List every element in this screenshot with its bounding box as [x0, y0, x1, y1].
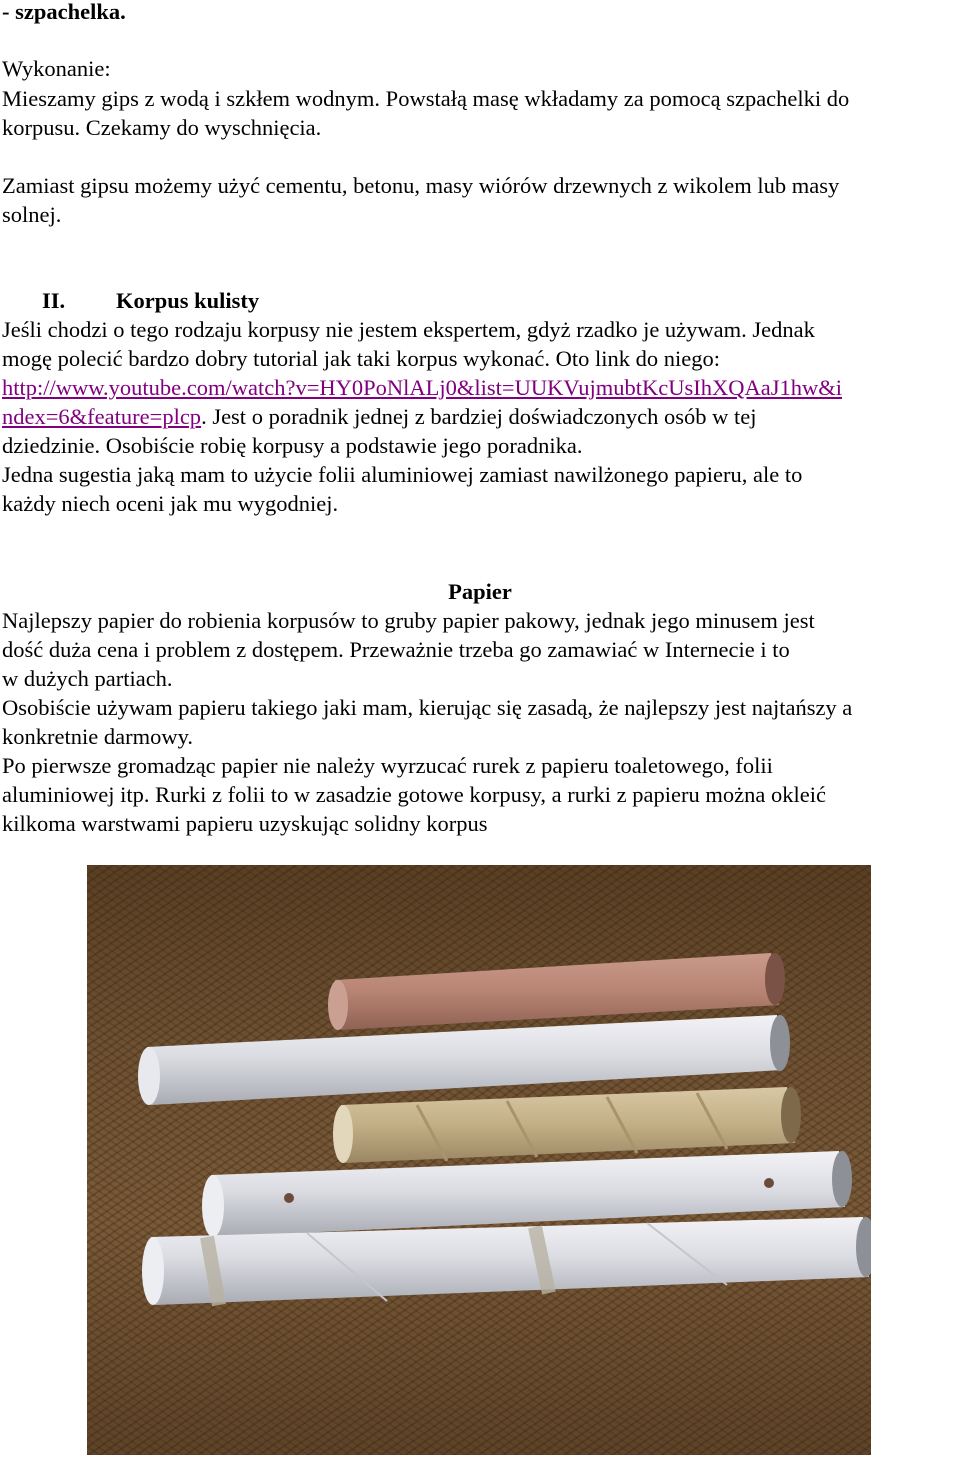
- youtube-link[interactable]: http://www.youtube.com/watch?v=HY0PoNlALj0&list=UUKVujmubtKcUsIhXQAaJ1hw&i: [2, 375, 842, 400]
- tube-kraft: [333, 1087, 801, 1163]
- paragraph-line: Mieszamy gips z wodą i szkłem wodnym. Powstałą masę wkładamy za pomocą szpachelki do: [2, 86, 850, 111]
- paragraph-line: kilkoma warstwami papieru uzyskując solidny korpus: [2, 811, 488, 836]
- paragraph-line: Jedna sugestia jaką mam to użycie folii aluminiowej zamiast nawilżonego papieru, ale to: [2, 462, 803, 487]
- paragraph-text: . Jest o poradnik jednej z bardziej doświadczonych osób w tej: [201, 404, 757, 429]
- paragraph-line: w dużych partiach.: [2, 666, 173, 691]
- paragraph-line: Osobiście używam papieru takiego jaki mam, kierując się zasadą, że najlepszy jest najtańszy a: [2, 695, 853, 720]
- heading-papier: Papier: [448, 579, 512, 604]
- paragraph-line: Po pierwsze gromadząc papier nie należy wyrzucać rurek z papieru toaletowego, folii: [2, 753, 773, 778]
- paragraph-line: konkretnie darmowy.: [2, 724, 193, 749]
- label-wykonanie: Wykonanie:: [2, 56, 111, 81]
- paragraph-line: aluminiowej itp. Rurki z folii to w zasadzie gotowe korpusy, a rurki z papieru można okleić: [2, 782, 826, 807]
- paragraph-line: Najlepszy papier do robienia korpusów to gruby papier pakowy, jednak jego minusem jest: [2, 608, 815, 633]
- paragraph-line: mogę polecić bardzo dobry tutorial jak taki korpus wykonać. Oto link do niego:: [2, 346, 720, 371]
- paragraph-line: korpusu. Czekamy do wyschnięcia.: [2, 115, 322, 140]
- photo-paper-tubes: [87, 865, 871, 1455]
- paragraph-line: dziedzinie. Osobiście robię korpusy a podstawie jego poradnika.: [2, 433, 583, 458]
- paragraph-line: Jeśli chodzi o tego rodzaju korpusy nie jestem ekspertem, gdyż rzadko je używam. Jednak: [2, 317, 815, 342]
- paragraph-line: Zamiast gipsu możemy użyć cementu, betonu, masy wiórów drzewnych z wikolem lub masy: [2, 173, 840, 198]
- list-item-szpachelka: - szpachelka.: [2, 0, 126, 24]
- paragraph-line: dość duża cena i problem z dostępem. Przeważnie trzeba go zamawiać w Internecie i to: [2, 637, 790, 662]
- tubes-illustration: [87, 865, 871, 1455]
- paragraph-line: każdy niech oceni jak mu wygodniej.: [2, 491, 339, 516]
- paragraph-line: solnej.: [2, 202, 62, 227]
- section-title: Korpus kulisty: [116, 288, 260, 313]
- youtube-link-continued[interactable]: ndex=6&feature=plcp: [2, 404, 202, 429]
- section-number: II.: [42, 288, 66, 313]
- paragraph-line-with-link: [2, 402, 757, 432]
